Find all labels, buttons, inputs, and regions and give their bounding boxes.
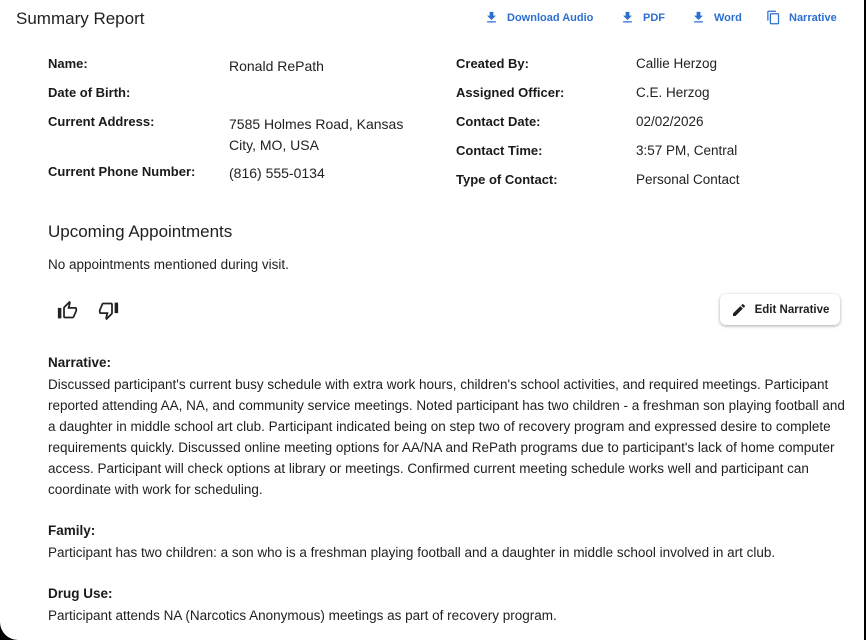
download-audio-button[interactable]: [484, 10, 593, 25]
thumb-down-button[interactable]: [96, 298, 120, 322]
thumb-up-button[interactable]: [55, 298, 79, 322]
copy-icon: [766, 10, 781, 25]
contact-time-value: 3:57 PM, Central: [636, 143, 738, 158]
created-by-label: Created By:: [456, 56, 529, 71]
narrative-copy-button[interactable]: [766, 10, 837, 25]
contact-time-label: Contact Time:: [456, 143, 543, 158]
family-text: Participant has two children: a son who is a freshman playing football and a daughter in middle school involved in art club.: [48, 545, 776, 560]
family-label: Family:: [48, 523, 96, 538]
download-icon: [484, 10, 499, 25]
pencil-icon: [731, 302, 747, 318]
download-icon: [620, 10, 635, 25]
officer-value: C.E. Herzog: [636, 85, 710, 100]
officer-label: Assigned Officer:: [456, 85, 565, 100]
contact-date-label: Contact Date:: [456, 114, 541, 129]
address-label: Current Address:: [48, 114, 155, 129]
edit-narrative-label: Edit Narrative: [754, 303, 830, 316]
name-label: Name:: [48, 56, 88, 71]
phone-label: Current Phone Number:: [48, 164, 196, 179]
created-by-value: Callie Herzog: [636, 56, 718, 71]
thumb-up-icon: [57, 300, 78, 321]
narrative-label: Narrative:: [48, 355, 112, 370]
download-audio-label: Download Audio: [507, 11, 594, 24]
name-value: Ronald RePath: [229, 58, 324, 74]
drug-use-text: Participant attends NA (Narcotics Anonymous) meetings as part of recovery program.: [48, 608, 557, 623]
page-title: Summary Report: [16, 9, 145, 28]
thumb-down-icon: [98, 300, 119, 321]
narrative-text: Discussed participant's current busy schedule with extra work hours, children's school activities, and required meetings. Participant reported attending AA, NA, and community service meetings. Noted participant has two children - a freshman son playing football and a daughter in middle school art club. Participant indicated being on step two of recovery program and expressed desire to complete requirements quickly. Discussed online meeting options for AA/NA and RePath programs due to participant's lack of home computer access. Participant will check options at library or meetings. Confirmed current meeting schedule works well and participant can coordinate with work for scheduling.: [48, 377, 845, 497]
appointments-heading: Upcoming Appointments: [48, 222, 233, 241]
appointments-text: No appointments mentioned during visit.: [48, 257, 289, 272]
word-button[interactable]: [691, 10, 742, 25]
edit-narrative-button[interactable]: [720, 294, 840, 325]
contact-type-label: Type of Contact:: [456, 172, 558, 187]
contact-type-value: Personal Contact: [636, 172, 740, 187]
download-icon: [691, 10, 706, 25]
contact-date-value: 02/02/2026: [636, 114, 704, 129]
narrative-copy-label: Narrative: [789, 11, 837, 24]
dob-label: Date of Birth:: [48, 85, 131, 100]
pdf-label: PDF: [643, 11, 665, 24]
word-label: Word: [714, 11, 742, 24]
pdf-button[interactable]: [620, 10, 665, 25]
drug-use-label: Drug Use:: [48, 586, 113, 601]
address-value: 7585 Holmes Road, Kansas City, MO, USA: [229, 116, 404, 153]
phone-value: (816) 555-0134: [229, 165, 325, 181]
